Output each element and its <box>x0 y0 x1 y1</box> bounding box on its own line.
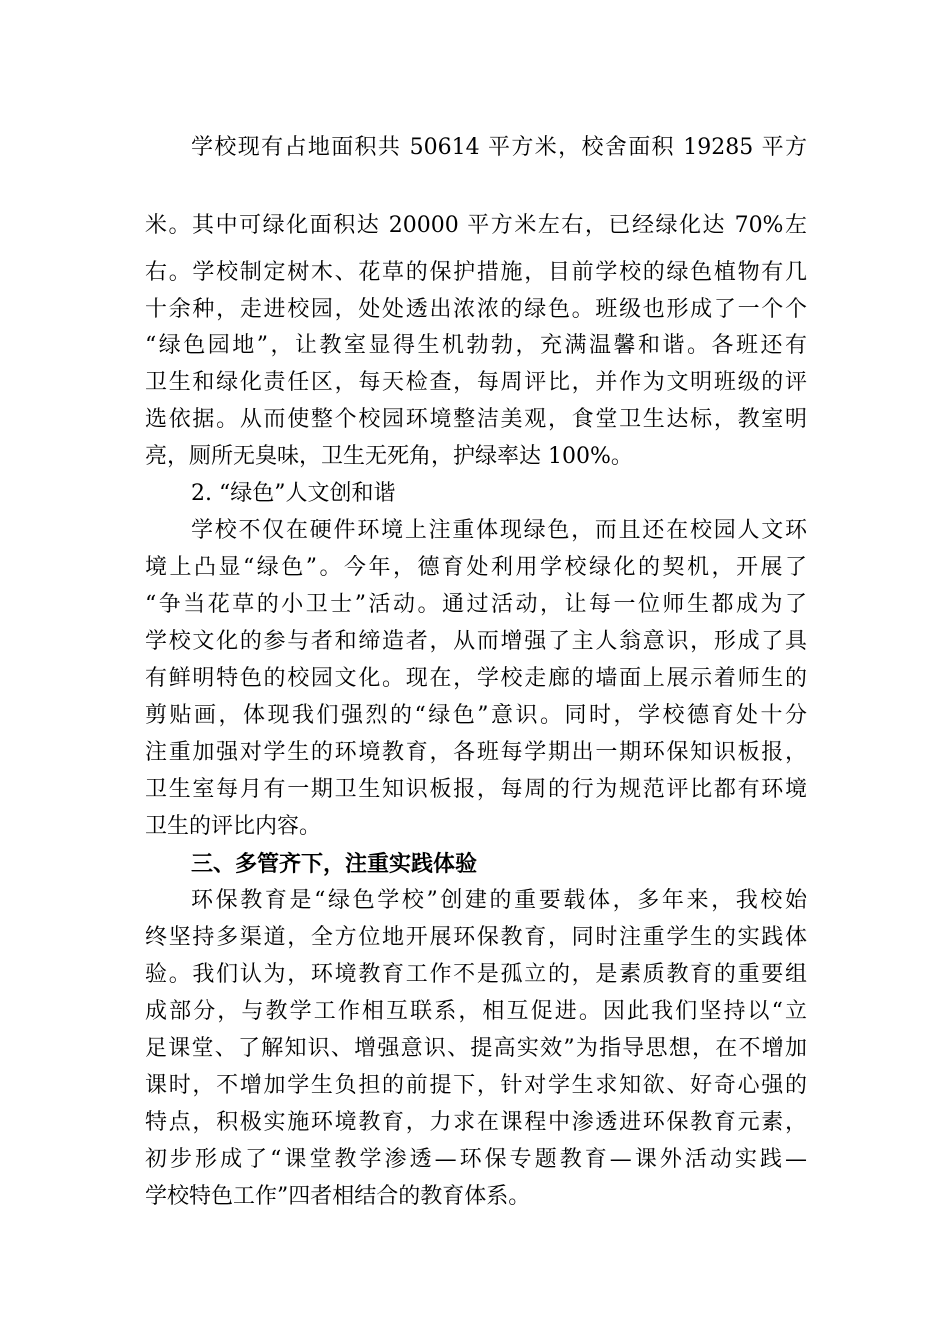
text-line: 验。我们认为，环境教育工作不是孤立的，是素质教育的重要组 <box>145 962 807 987</box>
text-line: 选依据。从而使整个校园环境整洁美观，食堂卫生达标，教室明 <box>145 407 807 432</box>
text-line: 足课堂、了解知识、增强意识、提高实效”为指导思想，在不增加 <box>145 1036 807 1061</box>
text-line: 注重加强对学生的环境教育，各班每学期出一期环保知识板报， <box>145 740 807 765</box>
text-line: “绿色园地”，让教室显得生机勃勃，充满温馨和谐。各班还有 <box>145 333 807 358</box>
text-line: 卫生的评比内容。 <box>145 814 322 839</box>
text-line: 右。学校制定树木、花草的保护措施，目前学校的绿色植物有几 <box>145 260 807 285</box>
text-line: 学校特色工作”四者相结合的教育体系。 <box>145 1184 531 1209</box>
text-line: 剪贴画，体现我们强烈的“绿色”意识。同时，学校德育处十分 <box>145 703 807 728</box>
text-line: 米。其中可绿化面积达 20000 平方米左右，已经绿化达 70%左 <box>145 213 807 238</box>
text-line: 成部分，与教学工作相互联系，相互促进。因此我们坚持以“立 <box>145 999 807 1024</box>
text-line: 环保教育是“绿色学校”创建的重要载体，多年来，我校始 <box>191 888 807 913</box>
text-line: 境上凸显“绿色”。今年，德育处利用学校绿化的契机，开展了 <box>145 555 807 580</box>
section-heading: 2. “绿色”人文创和谐 <box>191 481 396 506</box>
text-line: 学校不仅在硬件环境上注重体现绿色，而且还在校园人文环 <box>191 518 807 543</box>
text-line: 终坚持多渠道，全方位地开展环保教育，同时注重学生的实践体 <box>145 925 807 950</box>
section-heading: 三、多管齐下，注重实践体验 <box>191 851 478 877</box>
text-line: 课时，不增加学生负担的前提下，针对学生求知欲、好奇心强的 <box>145 1073 807 1098</box>
text-line: 卫生室每月有一期卫生知识板报，每周的行为规范评比都有环境 <box>145 777 807 802</box>
text-line: 特点，积极实施环境教育，力求在课程中渗透进环保教育元素， <box>145 1110 807 1135</box>
text-line: 学校文化的参与者和缔造者，从而增强了主人翁意识，形成了具 <box>145 629 807 654</box>
text-line: 有鲜明特色的校园文化。现在，学校走廊的墙面上展示着师生的 <box>145 666 807 691</box>
text-line: 十余种，走进校园，处处透出浓浓的绿色。班级也形成了一个个 <box>145 297 807 322</box>
text-line: “争当花草的小卫士”活动。通过活动，让每一位师生都成为了 <box>145 592 807 617</box>
text-line: 学校现有占地面积共 50614 平方米，校舍面积 19285 平方 <box>191 135 807 160</box>
text-line: 初步形成了“课堂教学渗透—环保专题教育—课外活动实践— <box>145 1147 807 1172</box>
text-line: 卫生和绿化责任区，每天检查，每周评比，并作为文明班级的评 <box>145 370 807 395</box>
text-line: 亮，厕所无臭味，卫生无死角，护绿率达 100%。 <box>145 444 633 469</box>
